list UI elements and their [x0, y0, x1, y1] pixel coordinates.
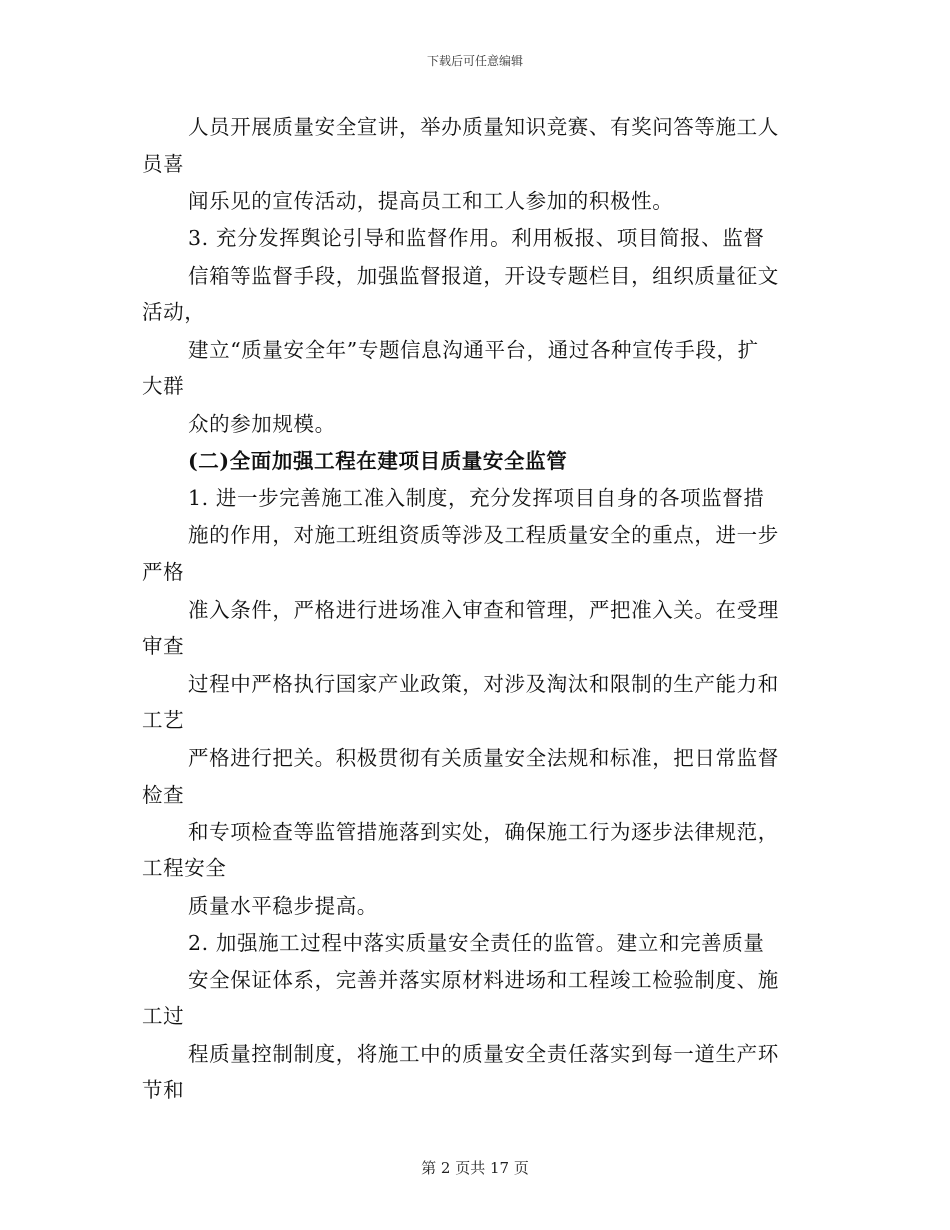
- page-number: 第 2 页共 17 页: [421, 1159, 529, 1177]
- text-line: 活动，: [142, 300, 206, 324]
- text-line: 检查: [142, 783, 185, 807]
- section-heading: (二)全面加强工程在建项目质量安全监管: [188, 449, 568, 473]
- text-line: 准入条件，严格进行进场准入审查和管理，严把准入关。在受理: [188, 598, 779, 622]
- text-line: 质量水平稳步提高。: [188, 894, 378, 918]
- text-line: 2. 加强施工过程中落实质量安全责任的监管。建立和完善质量: [188, 931, 765, 955]
- text-line: 员喜: [142, 152, 185, 176]
- text-line: 节和: [142, 1078, 185, 1102]
- text-line: 闻乐见的宣传活动，提高员工和工人参加的积极性。: [188, 189, 674, 213]
- text-line: 工艺: [142, 708, 185, 732]
- text-line: 3. 充分发挥舆论引导和监督作用。利用板报、项目简报、监督: [188, 226, 765, 250]
- text-line: 安全保证体系，完善并落实原材料进场和工程竣工检验制度、施: [188, 968, 779, 992]
- text-line: 信箱等监督手段，加强监督报道，开设专题栏目，组织质量征文: [188, 264, 779, 288]
- text-line: 大群: [142, 374, 185, 398]
- text-line: 工程安全: [142, 856, 227, 880]
- text-line: 1. 进一步完善施工准入制度，充分发挥项目自身的各项监督措: [188, 486, 765, 510]
- text-line: 严格: [142, 560, 185, 584]
- text-line: 人员开展质量安全宣讲，举办质量知识竞赛、有奖问答等施工人: [188, 115, 779, 139]
- text-line: 众的参加规模。: [188, 412, 336, 436]
- text-line: 程质量控制制度，将施工中的质量安全责任落实到每一道生产环: [188, 1042, 779, 1066]
- text-line: 过程中严格执行国家产业政策，对涉及淘汰和限制的生产能力和: [188, 672, 779, 696]
- text-line: 建立“质量安全年”专题信息沟通平台，通过各种宣传手段，扩: [188, 338, 759, 362]
- text-line: 和专项检查等监管措施落到实处，确保施工行为逐步法律规范，: [188, 820, 779, 844]
- text-line: 审查: [142, 634, 185, 658]
- text-line: 施的作用，对施工班组资质等涉及工程质量安全的重点，进一步: [188, 523, 779, 547]
- page-header-note: 下载后可任意编辑: [426, 54, 523, 68]
- text-line: 工过: [142, 1004, 185, 1028]
- text-line: 严格进行把关。积极贯彻有关质量安全法规和标准，把日常监督: [188, 746, 779, 770]
